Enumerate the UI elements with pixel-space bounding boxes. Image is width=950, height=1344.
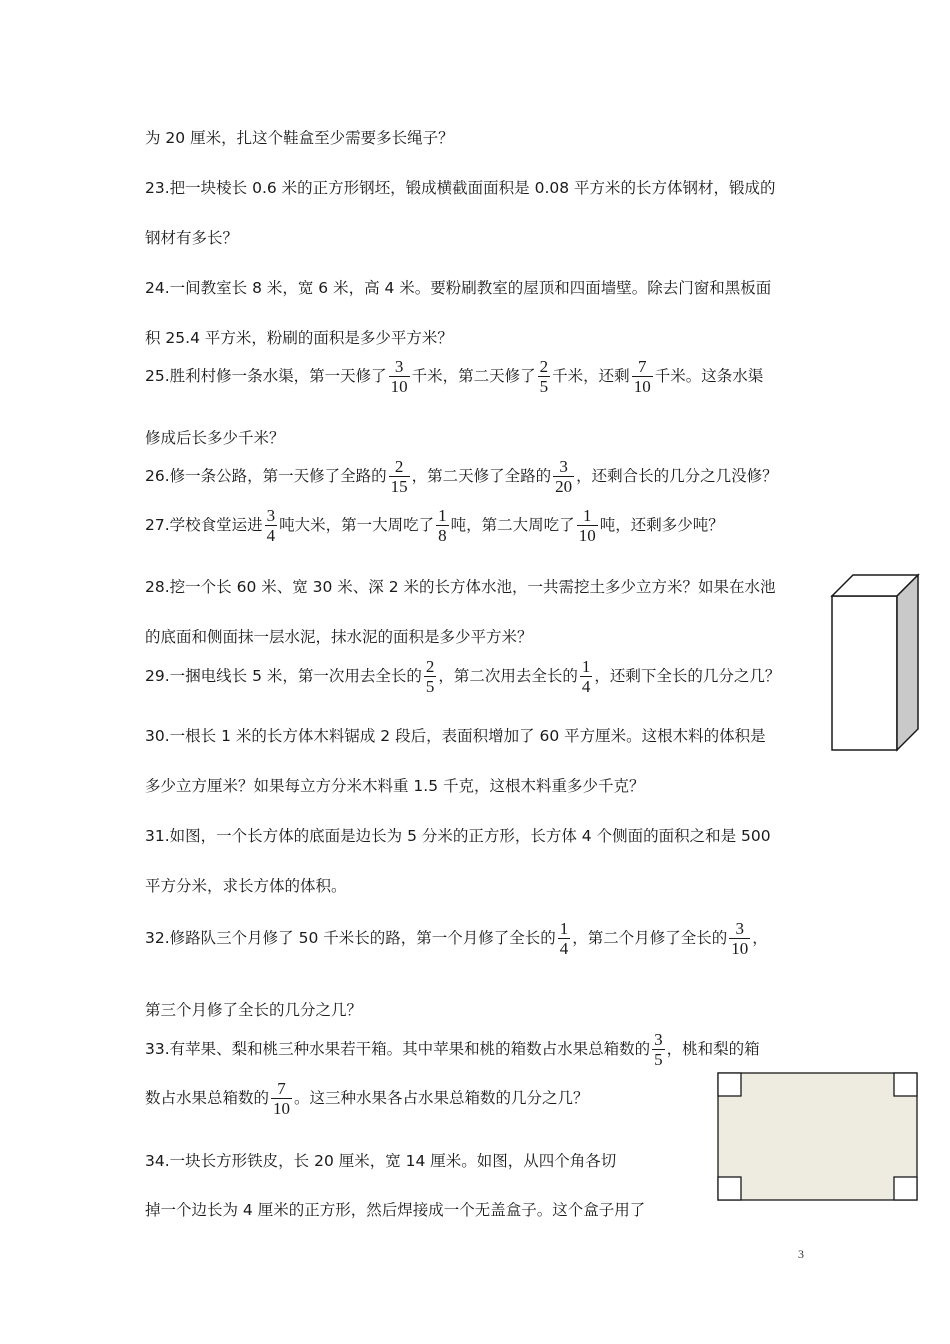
line-text-segment: ，: [752, 929, 768, 947]
line-text-segment: 。这三种水果各占水果总箱数的几分之几？: [294, 1089, 589, 1107]
question-line: [145, 1079, 589, 1118]
line-text-segment: ，第二次用去全长的: [438, 667, 578, 685]
corner-square-bl: [718, 1177, 741, 1200]
fraction-numerator: 3: [389, 357, 410, 377]
question-line: 掉一个边长为 4 厘米的正方形，然后焊接成一个无盖盒子。这个盒子用了: [145, 1201, 646, 1219]
question-line: 30.一根长 1 米的长方体木料锯成 2 段后，表面积增加了 60 平方厘米。这根木料的体积是: [145, 727, 766, 745]
line-text-segment: ，还剩下全长的几分之几？: [594, 667, 781, 685]
line-text-segment: 数占水果总箱数的: [145, 1089, 270, 1107]
question-line: 积 25.4 平方米，粉刷的面积是多少平方米？: [145, 329, 453, 347]
question-line: 28.挖一个长 60 米、宽 30 米、深 2 米的长方体水池，一共需挖土多少立方米？如果在水池: [145, 578, 776, 596]
fraction-numerator: 3: [266, 506, 276, 525]
line-text-segment: 吨大米，第一大周吃了: [279, 516, 435, 534]
fraction-denominator: 10: [390, 377, 408, 396]
line-text-segment: 25.胜利村修一条水渠，第一天修了: [145, 367, 387, 385]
line-text-segment: 吨，第二大周吃了: [450, 516, 575, 534]
question-line: [145, 1030, 760, 1069]
fraction: [436, 506, 449, 545]
fraction-numerator: 3: [654, 1030, 663, 1049]
fraction-denominator: 10: [731, 939, 749, 958]
cuboid-top-face: [832, 575, 918, 596]
fraction-numerator: 7: [271, 1079, 292, 1099]
fraction: [538, 357, 551, 396]
question-line: 34.一块长方形铁皮，长 20 厘米，宽 14 厘米。如图，从四个角各切: [145, 1152, 617, 1170]
line-text-segment: 26.修一条公路，第一天修了全路的: [145, 467, 387, 485]
fraction-denominator: 20: [555, 477, 573, 496]
fraction-denominator: 4: [581, 677, 591, 696]
line-text-segment: ，桃和梨的箱: [666, 1040, 760, 1058]
fraction-denominator: 10: [273, 1099, 291, 1118]
iron-sheet-figure: [718, 1073, 917, 1200]
line-text-segment: ，第二个月修了全长的: [572, 929, 728, 947]
page-number: 3: [798, 1247, 804, 1261]
line-text-segment: 千米。这条水渠: [654, 367, 764, 385]
line-text-segment: 27.学校食堂运进: [145, 516, 263, 534]
line-text-segment: ，第二天修了全路的: [411, 467, 552, 485]
question-line: 修成后长多少千米？: [145, 429, 285, 447]
line-text-segment: 千米，还剩: [552, 367, 630, 385]
fraction-numerator: 7: [632, 357, 653, 377]
line-text-segment: 吨，还剩多少吨？: [599, 516, 724, 534]
fraction: [632, 357, 653, 396]
fraction: [558, 919, 571, 958]
fraction: [271, 1079, 292, 1118]
corner-square-tl: [718, 1073, 741, 1096]
fraction: [389, 457, 410, 496]
corner-square-br: [894, 1177, 917, 1200]
fraction-numerator: 3: [729, 919, 750, 939]
question-line: 平方分米，求长方体的体积。: [145, 877, 347, 895]
question-line: [145, 919, 768, 958]
line-text-segment: 千米，第二天修了: [411, 367, 536, 385]
question-line: 第三个月修了全长的几分之几？: [145, 1001, 363, 1019]
fraction-numerator: 2: [389, 457, 410, 477]
fraction: [553, 457, 574, 496]
question-line: [145, 657, 780, 696]
question-line: 24.一间教室长 8 米，宽 6 米，高 4 米。要粉刷教室的屋顶和四面墙壁。除去门窗和黑板面: [145, 279, 772, 297]
fraction-numerator: 2: [425, 657, 435, 676]
fraction-numerator: 1: [438, 506, 447, 525]
fraction-numerator: 2: [539, 357, 549, 376]
question-line: [145, 457, 778, 496]
fraction-numerator: 1: [581, 657, 591, 676]
line-text-segment: ，还剩合长的几分之几没修？: [576, 467, 778, 485]
fraction-numerator: 3: [553, 457, 574, 477]
fraction: [389, 357, 410, 396]
question-line: 的底面和侧面抹一层水泥，抹水泥的面积是多少平方米？: [145, 628, 533, 646]
cuboid-side-face: [897, 575, 918, 750]
line-text-segment: 33.有苹果、梨和桃三种水果若干箱。其中苹果和桃的箱数占水果总箱数的: [145, 1040, 651, 1058]
cuboid-drawing: [832, 575, 918, 750]
fraction-numerator: 1: [559, 919, 569, 938]
question-line: 为 20 厘米，扎这个鞋盒至少需要多长绳子？: [145, 129, 454, 147]
cuboid-front-face: [832, 596, 897, 750]
line-text-segment: 29.一捆电线长 5 米，第一次用去全长的: [145, 667, 422, 685]
fraction-denominator: 4: [559, 939, 569, 958]
fraction-denominator: 4: [266, 526, 276, 545]
fraction-denominator: 10: [578, 526, 596, 545]
fraction: [652, 1030, 665, 1069]
iron-sheet-rect: [718, 1073, 917, 1200]
fraction: [424, 657, 437, 696]
fraction: [580, 657, 593, 696]
fraction: [729, 919, 750, 958]
line-text-segment: 32.修路队三个月修了 50 千米长的路，第一个月修了全长的: [145, 929, 556, 947]
question-line: 多少立方厘米？如果每立方分米木料重 1.5 千克，这根木料重多少千克？: [145, 777, 645, 795]
corner-square-tr: [894, 1073, 917, 1096]
fraction-denominator: 5: [539, 377, 549, 396]
fraction-denominator: 15: [390, 477, 408, 496]
fraction-numerator: 1: [577, 506, 598, 526]
question-line: 23.把一块棱长 0.6 米的正方形钢坯，锻成横截面面积是 0.08 平方米的长方体钢材，锻成的: [145, 179, 776, 197]
question-line: 31.如图，一个长方体的底面是边长为 5 分米的正方形，长方体 4 个侧面的面积之和是 500: [145, 827, 771, 845]
fraction-denominator: 10: [633, 377, 651, 396]
fraction-denominator: 5: [425, 677, 435, 696]
question-line: [145, 357, 763, 396]
question-line: [145, 506, 724, 545]
fraction: [265, 506, 278, 545]
question-line: 钢材有多长？: [145, 229, 239, 247]
fraction: [577, 506, 598, 545]
fraction-denominator: 5: [654, 1050, 663, 1069]
fraction-denominator: 8: [438, 526, 447, 545]
